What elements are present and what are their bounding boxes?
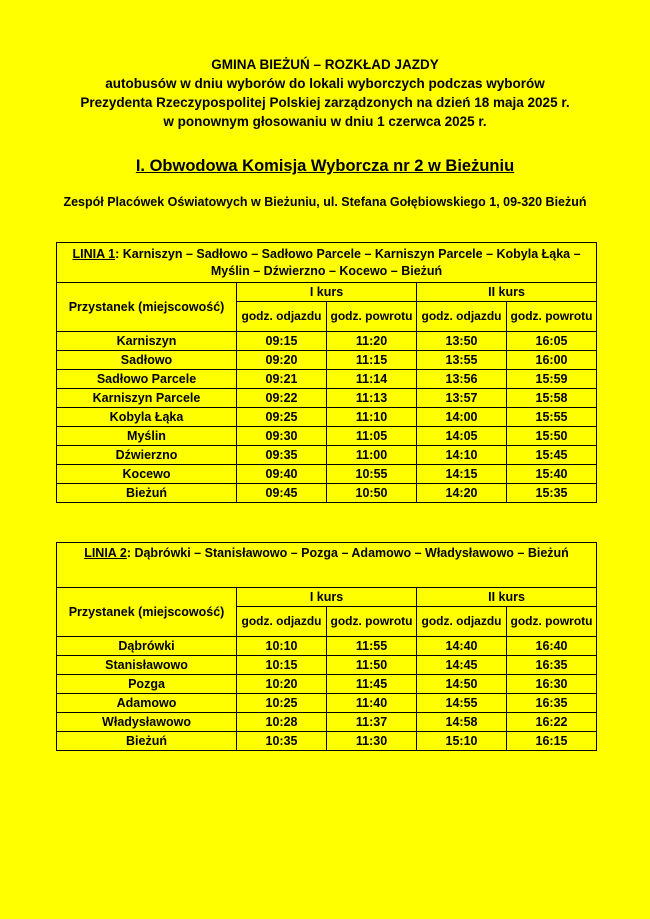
- kurs-2-departure: 14:58: [417, 713, 507, 732]
- kurs-1-departure-header: godz. odjazdu: [237, 607, 327, 637]
- kurs-2-departure: 14:50: [417, 675, 507, 694]
- kurs-2-departure: 15:10: [417, 732, 507, 751]
- table-row: [57, 389, 597, 408]
- kurs-1-return: 11:14: [327, 370, 417, 389]
- line-2-route: : Dąbrówki – Stanisławowo – Pozga – Adamowo – Władysławowo – Bieżuń: [126, 546, 569, 560]
- table-row: [57, 732, 597, 751]
- kurs-1-header: I kurs: [237, 588, 417, 607]
- kurs-1-return: 11:13: [327, 389, 417, 408]
- kurs-1-departure: 09:20: [237, 351, 327, 370]
- kurs-1-departure: 09:35: [237, 446, 327, 465]
- line-1-route: : Karniszyn – Sadłowo – Sadłowo Parcele – Karniszyn Parcele – Kobyla Łąka – Myślin – Dźwierzno – Kocewo – Bieżuń: [115, 246, 581, 278]
- kurs-1-return: 11:40: [327, 694, 417, 713]
- kurs-2-return: 15:58: [507, 389, 597, 408]
- table-row: [57, 637, 597, 656]
- kurs-2-header: II kurs: [417, 588, 597, 607]
- kurs-2-return: 15:59: [507, 370, 597, 389]
- stop-name: Kobyla Łąka: [57, 408, 237, 427]
- kurs-2-departure: 13:55: [417, 351, 507, 370]
- kurs-1-departure: 10:28: [237, 713, 327, 732]
- kurs-1-departure: 09:25: [237, 408, 327, 427]
- line-1-title-row: [57, 243, 597, 283]
- kurs-2-departure: 14:20: [417, 484, 507, 503]
- kurs-1-departure: 09:30: [237, 427, 327, 446]
- stop-name: Dźwierzno: [57, 446, 237, 465]
- header-line-3: Prezydenta Rzeczypospolitej Polskiej zarządzonych na dzień 18 maja 2025 r.: [80, 95, 570, 110]
- line-1-title: [57, 243, 597, 283]
- kurs-2-return: 16:05: [507, 332, 597, 351]
- kurs-2-return: 15:40: [507, 465, 597, 484]
- line-2-kurs-row: [57, 588, 597, 607]
- stop-name: Dąbrówki: [57, 637, 237, 656]
- kurs-1-departure: 09:21: [237, 370, 327, 389]
- stop-name: Kocewo: [57, 465, 237, 484]
- kurs-1-departure: 09:22: [237, 389, 327, 408]
- kurs-1-return: 11:50: [327, 656, 417, 675]
- kurs-2-departure: 14:10: [417, 446, 507, 465]
- kurs-2-return: 15:45: [507, 446, 597, 465]
- document-header: [0, 55, 650, 131]
- kurs-1-header: I kurs: [237, 283, 417, 302]
- kurs-1-departure: 10:35: [237, 732, 327, 751]
- kurs-2-header: II kurs: [417, 283, 597, 302]
- kurs-1-return-header: godz. powrotu: [327, 302, 417, 332]
- line-2-title: [57, 543, 597, 588]
- line-1-label: LINIA 1: [72, 246, 116, 261]
- kurs-2-departure-header: godz. odjazdu: [417, 607, 507, 637]
- kurs-1-return: 10:50: [327, 484, 417, 503]
- table-row: [57, 713, 597, 732]
- table-row: [57, 332, 597, 351]
- commission-address: Zespół Placówek Oświatowych w Bieżuniu, ul. Stefana Gołębiowskiego 1, 09-320 Bieżuń: [63, 195, 587, 209]
- kurs-2-departure: 13:56: [417, 370, 507, 389]
- table-row: [57, 694, 597, 713]
- kurs-1-departure: 10:25: [237, 694, 327, 713]
- stop-name: Sadłowo: [57, 351, 237, 370]
- table-row: [57, 370, 597, 389]
- kurs-2-departure: 14:05: [417, 427, 507, 446]
- line-2-title-row: [57, 543, 597, 588]
- kurs-1-return: 11:05: [327, 427, 417, 446]
- kurs-2-return: 16:30: [507, 675, 597, 694]
- kurs-2-departure: 14:45: [417, 656, 507, 675]
- stop-column-header: Przystanek (miejscowość): [57, 283, 237, 332]
- commission-title: I. Obwodowa Komisja Wyborcza nr 2 w Bieżuniu: [135, 157, 515, 175]
- kurs-2-return: 16:15: [507, 732, 597, 751]
- table-row: [57, 351, 597, 370]
- kurs-2-return: 15:50: [507, 427, 597, 446]
- kurs-2-return: 16:35: [507, 656, 597, 675]
- kurs-1-return: 11:15: [327, 351, 417, 370]
- kurs-1-departure: 10:10: [237, 637, 327, 656]
- kurs-2-return: 16:22: [507, 713, 597, 732]
- kurs-2-return: 15:55: [507, 408, 597, 427]
- stop-name: Pozga: [57, 675, 237, 694]
- stop-name: Sadłowo Parcele: [57, 370, 237, 389]
- kurs-1-return: 11:45: [327, 675, 417, 694]
- kurs-1-return: 11:20: [327, 332, 417, 351]
- kurs-1-departure: 09:15: [237, 332, 327, 351]
- header-line-4: w ponownym głosowaniu w dniu 1 czerwca 2025 r.: [163, 114, 487, 129]
- stop-name: Władysławowo: [57, 713, 237, 732]
- line-2-label: LINIA 2: [84, 546, 127, 560]
- kurs-1-departure: 09:40: [237, 465, 327, 484]
- kurs-2-departure: 14:15: [417, 465, 507, 484]
- kurs-2-departure: 14:55: [417, 694, 507, 713]
- kurs-1-return: 11:37: [327, 713, 417, 732]
- table-row: [57, 446, 597, 465]
- table-row: [57, 484, 597, 503]
- header-title: GMINA BIEŻUŃ – ROZKŁAD JAZDY: [211, 57, 439, 72]
- kurs-2-departure: 14:40: [417, 637, 507, 656]
- kurs-1-departure: 09:45: [237, 484, 327, 503]
- kurs-2-return-header: godz. powrotu: [507, 607, 597, 637]
- kurs-2-return: 16:40: [507, 637, 597, 656]
- stop-name: Bieżuń: [57, 484, 237, 503]
- line-2-timetable: [56, 542, 597, 751]
- kurs-2-return: 16:00: [507, 351, 597, 370]
- kurs-1-return-header: godz. powrotu: [327, 607, 417, 637]
- table-row: [57, 465, 597, 484]
- kurs-2-return: 16:35: [507, 694, 597, 713]
- stop-name: Adamowo: [57, 694, 237, 713]
- kurs-1-departure-header: godz. odjazdu: [237, 302, 327, 332]
- kurs-2-departure: 14:00: [417, 408, 507, 427]
- line-1-kurs-row: [57, 283, 597, 302]
- stop-name: Stanisławowo: [57, 656, 237, 675]
- kurs-2-return-header: godz. powrotu: [507, 302, 597, 332]
- kurs-1-departure: 10:15: [237, 656, 327, 675]
- line-1-timetable: [56, 242, 597, 503]
- table-row: [57, 656, 597, 675]
- kurs-2-return: 15:35: [507, 484, 597, 503]
- stop-name: Karniszyn Parcele: [57, 389, 237, 408]
- header-line-2: autobusów w dniu wyborów do lokali wyborczych podczas wyborów: [105, 76, 545, 91]
- table-row: [57, 408, 597, 427]
- kurs-1-departure: 10:20: [237, 675, 327, 694]
- kurs-2-departure: 13:50: [417, 332, 507, 351]
- kurs-1-return: 11:00: [327, 446, 417, 465]
- kurs-1-return: 10:55: [327, 465, 417, 484]
- stop-name: Myślin: [57, 427, 237, 446]
- kurs-1-return: 11:30: [327, 732, 417, 751]
- kurs-2-departure-header: godz. odjazdu: [417, 302, 507, 332]
- stop-name: Bieżuń: [57, 732, 237, 751]
- kurs-1-return: 11:10: [327, 408, 417, 427]
- stop-column-header: Przystanek (miejscowość): [57, 588, 237, 637]
- stop-name: Karniszyn: [57, 332, 237, 351]
- table-row: [57, 675, 597, 694]
- kurs-2-departure: 13:57: [417, 389, 507, 408]
- table-row: [57, 427, 597, 446]
- kurs-1-return: 11:55: [327, 637, 417, 656]
